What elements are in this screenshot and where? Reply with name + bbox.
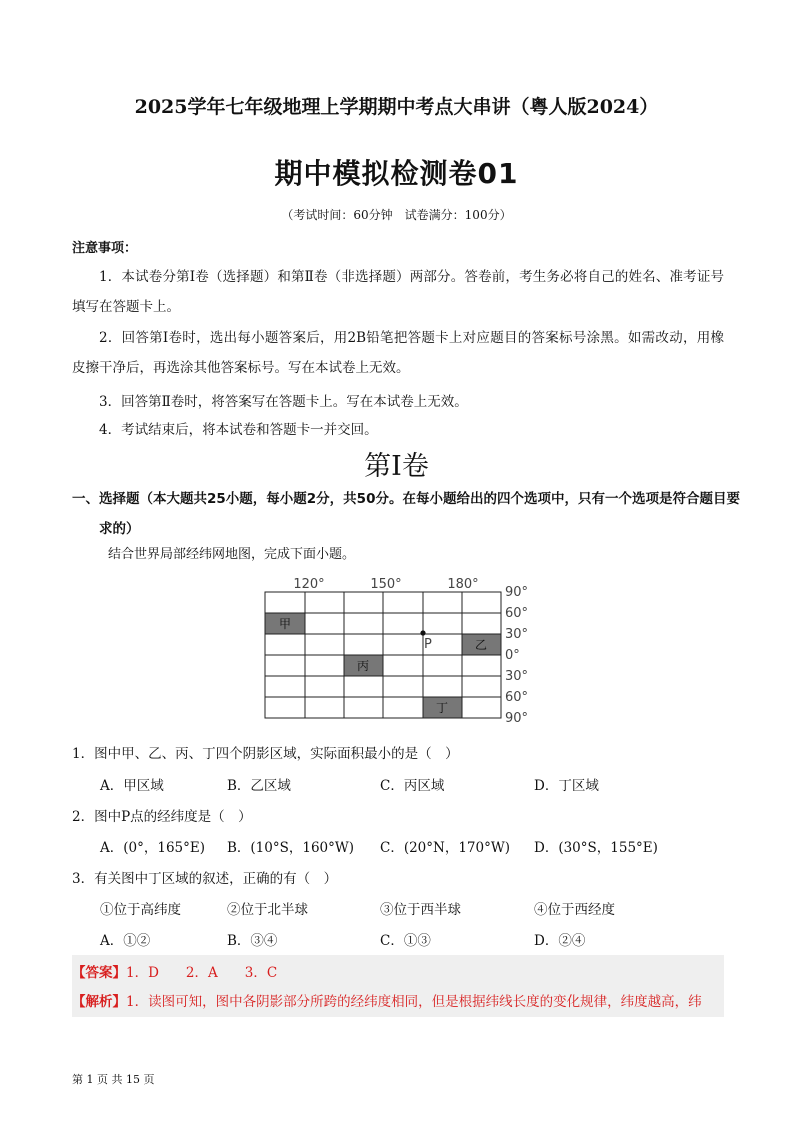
lon-label-120: 120° bbox=[293, 577, 325, 592]
question-1-option-b: B．乙区域 bbox=[227, 778, 291, 794]
question-3-option-d: D．②④ bbox=[534, 933, 586, 949]
question-3-option-c: C．①③ bbox=[380, 933, 431, 949]
region-ding-label: 丁 bbox=[435, 701, 449, 715]
lon-label-150: 150° bbox=[370, 577, 402, 592]
lat-label-30s: 30° bbox=[505, 669, 529, 684]
question-3-option-b: B．③④ bbox=[227, 933, 278, 949]
question-intro: 结合世界局部经纬网地图，完成下面小题。 bbox=[108, 547, 356, 562]
question-2-stem: 2．图中P点的经纬度是（ ） bbox=[72, 809, 252, 825]
question-2-option-a: A．(0°，165°E) bbox=[100, 840, 205, 856]
region-yi-label: 乙 bbox=[474, 638, 488, 652]
point-p-marker bbox=[420, 630, 425, 635]
notice-item-1: 1．本试卷分第Ⅰ卷（选择题）和第Ⅱ卷（非选择题）两部分。答卷前，考生务必将自己的姓名、准考证号填写在答题卡上。 bbox=[72, 269, 724, 315]
question-1-stem: 1．图中甲、乙、丙、丁四个阴影区域，实际面积最小的是（ ） bbox=[72, 746, 459, 762]
question-3-stem: 3．有关图中丁区域的叙述，正确的有（ ） bbox=[72, 871, 338, 887]
question-2-option-c: C．(20°N，170°W) bbox=[380, 840, 510, 856]
point-p-label: P bbox=[424, 637, 432, 652]
analysis-text: 1．读图可知，图中各阴影部分所跨的经纬度相同，但是根据纬线长度的变化规律，纬度越高，纬 bbox=[126, 994, 702, 1010]
question-2-option-d: D．(30°S，155°E) bbox=[534, 840, 658, 856]
latlong-grid-map bbox=[258, 572, 538, 724]
question-3-statement-2: ②位于北半球 bbox=[227, 902, 308, 918]
question-3-statement-3: ③位于西半球 bbox=[380, 902, 461, 918]
notice-item-4: 4．考试结束后，将本试卷和答题卡一并交回。 bbox=[99, 422, 378, 438]
section-title: 第Ⅰ卷 bbox=[364, 451, 429, 482]
analysis-label: 【解析】 bbox=[72, 994, 126, 1010]
lat-label-0: 0° bbox=[505, 648, 520, 663]
lat-label-90s: 90° bbox=[505, 711, 529, 724]
lon-label-180: 180° bbox=[447, 577, 479, 592]
answer-line bbox=[72, 961, 724, 981]
lat-label-60s: 60° bbox=[505, 690, 529, 705]
lat-label-60n: 60° bbox=[505, 606, 529, 621]
question-2-option-b: B．(10°S，160°W) bbox=[227, 840, 355, 856]
question-3-statement-1: ①位于高纬度 bbox=[100, 902, 181, 918]
notice-title: 注意事项： bbox=[72, 241, 138, 256]
answer-text: 1．D 2．A 3．C bbox=[126, 965, 278, 981]
answer-label: 【答案】 bbox=[72, 965, 126, 981]
analysis-line bbox=[72, 990, 724, 1010]
notice-item-2: 2．回答第Ⅰ卷时，选出每小题答案后，用2B铅笔把答题卡上对应题目的答案标号涂黑。如需改动，用橡皮擦干净后，再选涂其他答案标号。写在本试卷上无效。 bbox=[72, 330, 724, 376]
question-3-option-a: A．①② bbox=[100, 933, 151, 949]
choice-section-heading: 一、选择题（本大题共25小题，每小题2分，共50分。在每小题给出的四个选项中，只有一个选项是符合题目要求的） bbox=[72, 491, 740, 537]
lat-label-30n: 30° bbox=[505, 627, 529, 642]
question-3-statement-4: ④位于西经度 bbox=[534, 902, 615, 918]
lat-label-90n: 90° bbox=[505, 585, 529, 600]
region-jia-label: 甲 bbox=[278, 617, 292, 631]
exam-title: 期中模拟检测卷01 bbox=[274, 157, 519, 190]
question-1-option-a: A．甲区域 bbox=[100, 778, 164, 794]
grid-lines bbox=[265, 592, 501, 718]
page-footer: 第 1 页 共 15 页 bbox=[72, 1073, 155, 1086]
exam-info: （考试时间：60分钟 试卷满分：100分） bbox=[281, 208, 512, 222]
question-1-option-c: C．丙区域 bbox=[380, 778, 445, 794]
exam-subtitle: 2025学年七年级地理上学期期中考点大串讲（粤人版2024） bbox=[134, 96, 659, 118]
region-bing-label: 丙 bbox=[356, 659, 370, 673]
notice-item-3: 3．回答第Ⅱ卷时，将答案写在答题卡上。写在本试卷上无效。 bbox=[99, 394, 468, 410]
question-1-option-d: D．丁区域 bbox=[534, 778, 599, 794]
